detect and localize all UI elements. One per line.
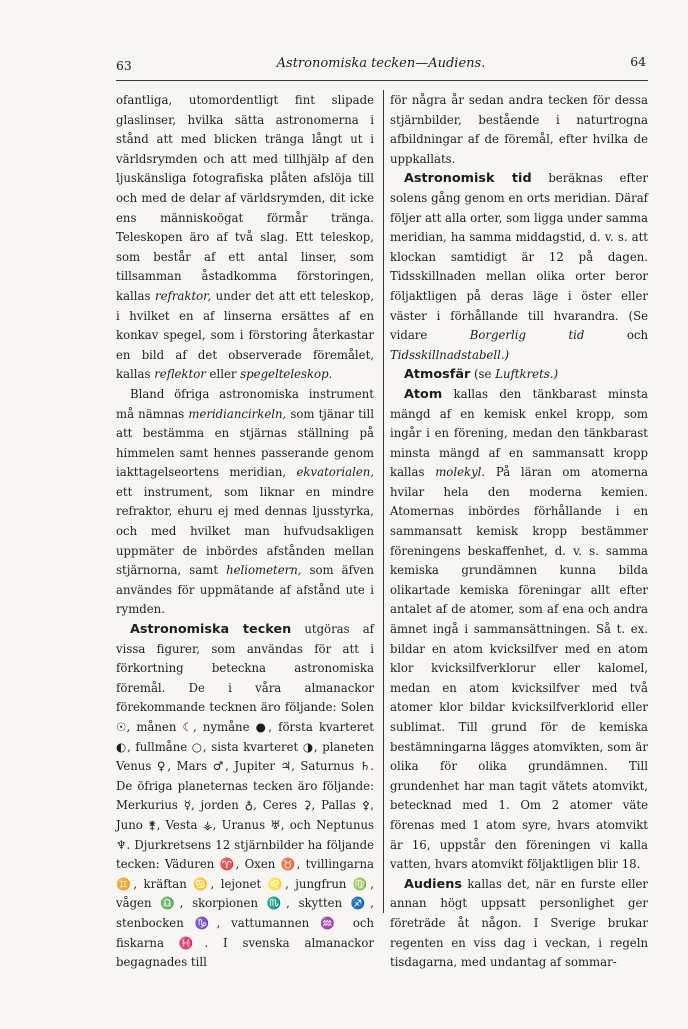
entry-astronomiska-tecken: Astronomiska tecken utgöras af vissa figurer, som användas för att i förkortning beteckna astronomiska föremål. De i våra almanackor förekommande tecknen äro följande: Solen ☉, månen ☾, nymåne ●, första kvarteret ◐, fullmåne ○, sista kvarteret ◑, planeten Venus ♀, Mars ♂, Jupiter ♃, Saturnus ♄. De öfriga planeternas tecken äro följande: Merkurius ☿, jorden ♁, Ceres ⚳, Pallas ⚴, Juno ⚵, Vesta ⚶, Uranus ♅, och Neptunus ♆. Djurkretsens 12 stjärnbilder ha följande tecken: Väduren ♈, Oxen ♉, tvillingarna ♊, kräftan ♋, lejonet ♌, jungfrun ♍, vågen ♎, skorpionen ♏, skytten ♐, stenbocken ♑, vattumannen ♒ och fiskarna ♓. I svenska almanackor begagnades till (116, 622, 374, 970)
entry-term: Astronomiska tecken (130, 622, 292, 638)
entry-audiens: Audiens kallas det, när en furste eller annan högt uppsatt personlighet ger företräde åt någon. I Sverige brukar regenten en viss dag i veckan, i regeln tisdagarna, med undantag af sommar- (390, 876, 648, 970)
column-divider (383, 90, 384, 913)
running-title: Astronomiska tecken—Audiens. (276, 56, 486, 71)
entry-term: Astronomisk tid (404, 171, 532, 187)
entry-astronomisk-tid: Astronomisk tid beräknas efter solens gång genom en orts meridian. Däraf följer att alla orter, som ligga under samma meridian, ha samma middagstid, d. v. s. att klockan samtidigt är 12 på dagen. Tidsskillnaden mellan olika orter beror följaktligen på deras läge i öster eller väster i förhållande till hvarandra. (Se vidare Borgerlig tid och Tidsskillnadstabell.) (390, 171, 648, 362)
entry-term: Audiens (404, 876, 462, 892)
entry-atom: Atom kallas den tänkbarast minsta mängd af en kemisk enkel kropp, som ingår i en förening, medan den tänkbarast minsta mängd af en sammansatt kropp kallas molekyl. På läran om atomerna hvilar hela den moderna kemien. Atomernas inbördes förhållande i en sammansatt kemisk kropp bestämmer föreningens beskaffenhet, d. v. s. samma kemiska grundämnen kunna bilda olikartade kemiska föreningar allt efter antalet af de atomer, som af ena och andra ämnet ingå i sammansättningen. Så t. ex. bildar en atom kvicksilfver med en atom klor kvicksilfverklorur eller kalomel, medan en atom kvicksilfver med två atomer klor bildar kvicksilfverklorid eller sublimat. Till grund för de kemiska bestämningarna lägges atomvikten, som är olika för olika grundämnen. Till grundenhet har man tagit vätets atomvikt, betecknad med 1. Om 2 atomer väte förenas med 1 atom syre, hvars atomvikt är 16, uppstår den föreningen vi kalla vatten, hvars atomvikt följaktligen blir 18. (390, 386, 648, 872)
page-number-right: 64 (630, 54, 646, 69)
paragraph-instrument: Bland öfriga astronomiska instrument må nämnas meridiancirkeln, som tjänar till att bestämma en stjärnas ställning på himmelen samt hennes passerande genom iakttagelseortens meridian, ekvatorialen, ett instrument, som liknar en mindre refraktor, ehuru ej med dennas ljusstyrka, och med hvilket man hufvudsakligen uppmäter de inbördes afstånden mellan stjärnorna, samt heliometern, som äfven användes för uppmätande af afstånd ute i rymden. (116, 386, 374, 617)
entry-atmosfar: Atmosfär (se Luftkrets.) (404, 367, 559, 383)
entry-term: Atom (404, 386, 443, 402)
paragraph-continued: för några år sedan andra tecken för dessa stjärnbilder, bestående i naturtrogna afbildningar af de föremål, efter hvilka de uppkallats. (390, 93, 648, 166)
paragraph-teleskop: ofantliga, utomordentligt fint slipade glaslinser, hvilka sätta astronomerna i stånd att med blicken tränga långt ut i världsrymden och att med tillhjälp af den ljuskänsliga fotografiska plåten afslöja till och med de delar af världsrymden, dit icke ens människoögat förmår tränga. Teleskopen äro af två slag. Ett teleskop, som består af ett antal linser, som tillsamman åstadkomma förstoringen, kallas refraktor, under det att ett teleskop, i hvilket en af linserna ersättes af en konkav spegel, som i förstoring återkastar en bild af det observerade föremålet, kallas reflektor eller spegelteleskop. (116, 93, 374, 382)
header-rule (116, 80, 648, 81)
entry-term: Atmosfär (404, 367, 471, 383)
right-column (390, 91, 648, 973)
left-column (116, 91, 374, 973)
running-header (116, 54, 646, 76)
page-number-left: 63 (116, 58, 132, 73)
